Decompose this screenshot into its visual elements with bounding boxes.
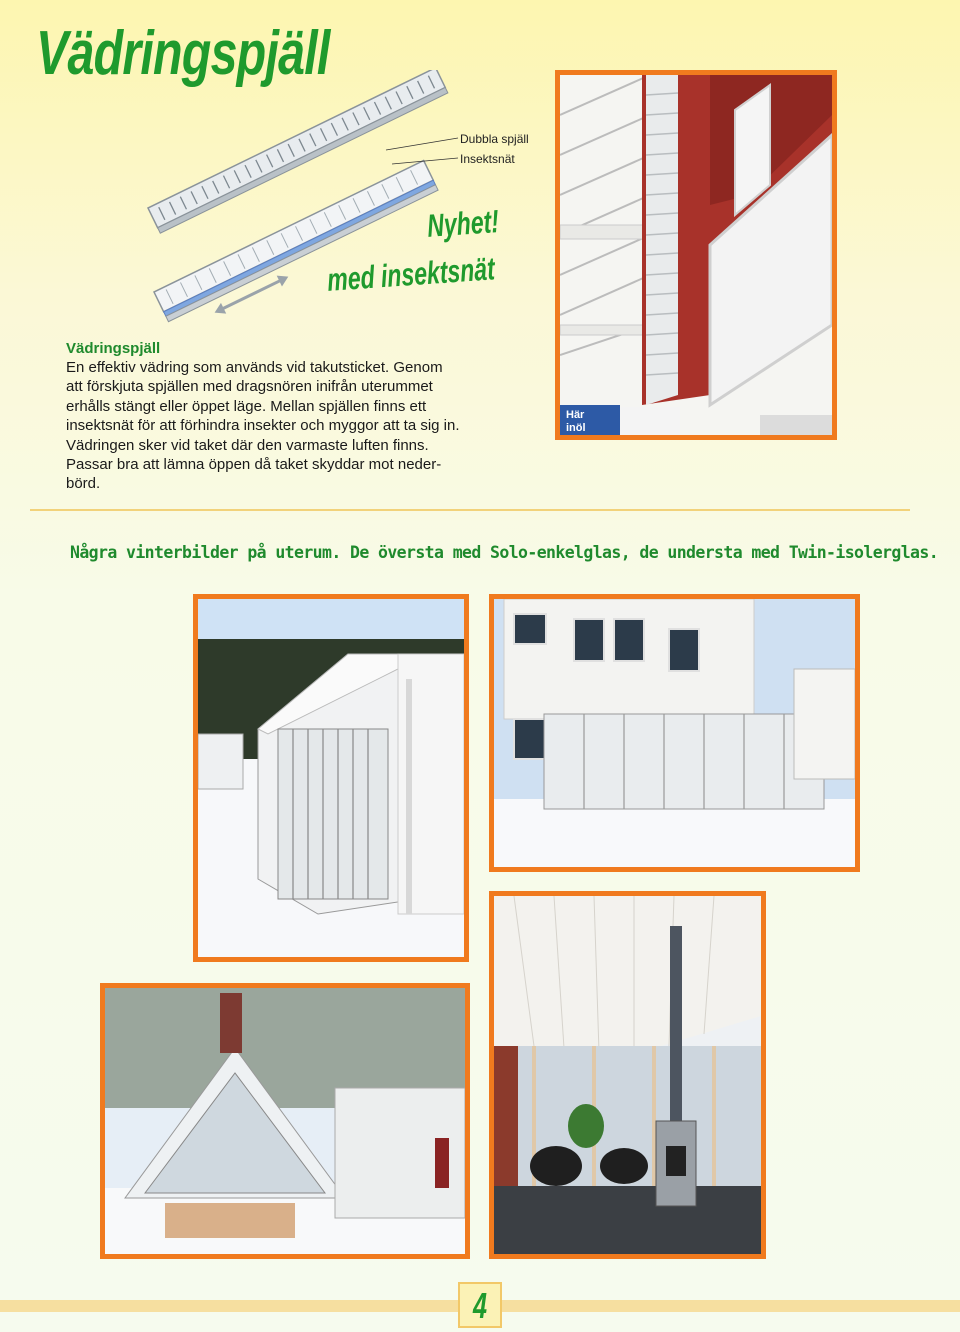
news-badge-line-1: Nyhet! (426, 202, 501, 244)
sign-text-2: inöl (566, 422, 586, 434)
photo-sunroom-interior-stove (489, 891, 766, 1259)
article-line: Passar bra att lämna öppen då taket skyddar mot neder- (66, 456, 442, 474)
sign-text-1: Här (566, 409, 585, 421)
callout-insect-net: Insektsnät (460, 152, 515, 166)
article-body (66, 358, 496, 494)
article-line: Vädringen sker vid taket där den varmaste luften finns. (66, 436, 429, 454)
photo-sunroom-winter-3 (100, 983, 470, 1259)
gallery-caption: Några vinterbilder på uterum. De översta med Solo-enkelglas, de understa med Twin-isolerglas. (70, 543, 939, 562)
article-line: En effektiv vädring som används vid takutsticket. Genom (66, 359, 443, 376)
page-title: Vädringspjäll (36, 19, 330, 88)
callout-double-dampers: Dubbla spjäll (460, 132, 529, 146)
photo-sunroom-winter-1 (193, 594, 469, 962)
article-line: att förskjuta spjällen med dragsnören inifrån uterummet (66, 378, 433, 396)
article-line: börd. (66, 475, 101, 493)
article-line: insektsnät för att förhindra insekter och myggor att ta sig in. (66, 417, 460, 435)
news-badge-line-2: med insektsnät (326, 250, 496, 298)
article-line: erhålls stängt eller öppet läge. Mellan spjällen finns ett (66, 397, 427, 415)
section-divider (30, 509, 910, 511)
photo-roof-vent-interior (555, 70, 837, 440)
article-heading: Vädringspjäll (66, 340, 161, 357)
page-number: 4 (472, 1285, 488, 1326)
photo-sunroom-winter-2 (489, 594, 860, 872)
